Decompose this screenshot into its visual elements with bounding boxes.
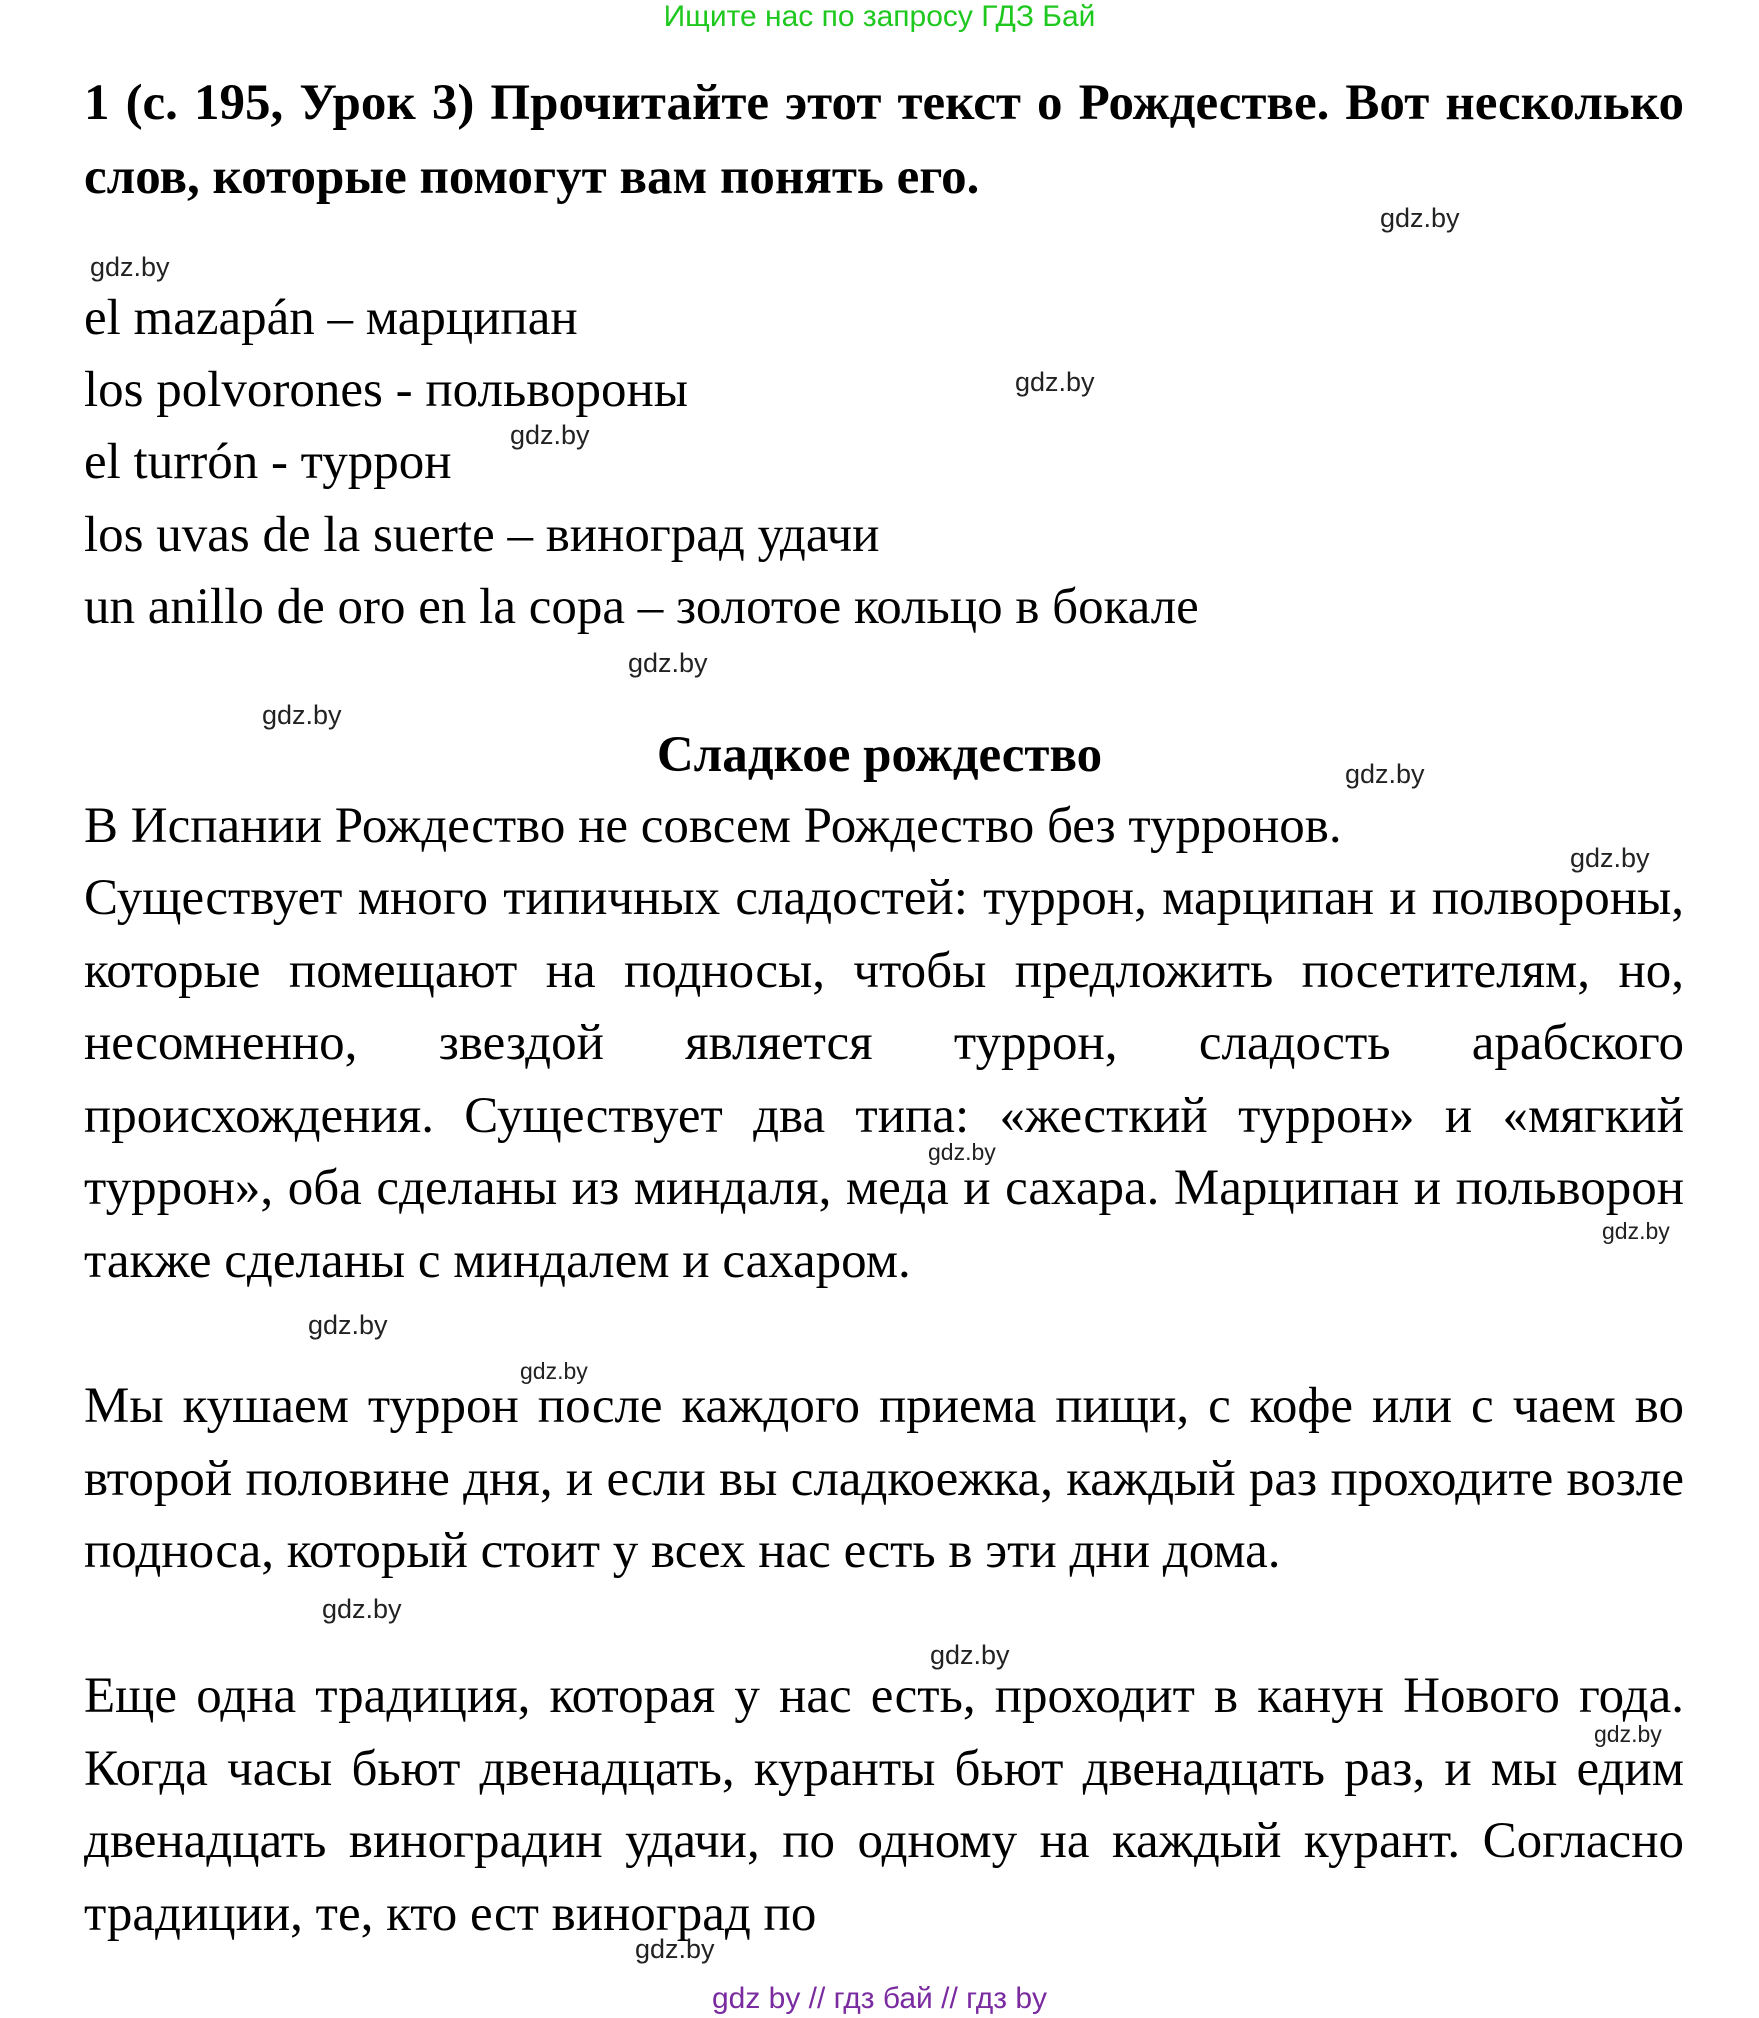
vocab-item: un anillo de oro en la copa – золотое кольцо в бокале — [84, 579, 1199, 635]
watermark: gdz.by — [90, 252, 170, 282]
watermark: gdz.by — [308, 1310, 388, 1340]
watermark: gdz.by — [628, 648, 708, 678]
vocab-item: los uvas de la suerte – виноград удачи — [84, 507, 880, 563]
text-title: Сладкое рождество — [656, 727, 1103, 783]
watermark: gdz.by — [322, 1594, 402, 1624]
watermark: gdz.by — [1345, 759, 1425, 789]
paragraph: Существует много типичных сладостей: туррон, марципан и полвороны, которые помещают на подносы, чтобы предложить посетителям, но, несомненно, звездой является туррон, сладость арабского происхождения. Существует два типа: «жесткий туррон» и «мягкий туррон», оба сделаны из миндаля, меда и сахара. Марципан и польворон также сделаны с миндалем и сахаром. — [84, 870, 1684, 1289]
paragraph: В Испании Рождество не совсем Рождество без турронов. — [84, 798, 1342, 854]
paragraph: Еще одна традиция, которая у нас есть, проходит в канун Нового года. Когда часы бьют двенадцать, куранты бьют двенадцать раз, и мы едим двенадцать виноградин удачи, по одному на каждый курант. Согласно традиции, те, кто ест виноград по — [84, 1668, 1684, 1942]
watermark: gdz.by — [1015, 367, 1095, 397]
watermark: gdz.by — [1570, 843, 1650, 873]
watermark: gdz.by — [262, 700, 342, 730]
watermark: gdz.by — [928, 1139, 996, 1165]
watermark: gdz.by — [1380, 203, 1460, 233]
paragraph: Мы кушаем туррон после каждого приема пищи, с кофе или с чаем во второй половине дня, и если вы сладкоежка, каждый раз проходите возле подноса, который стоит у всех нас есть в эти дни дома. — [84, 1378, 1684, 1579]
vocab-item: el turrón - туррон — [84, 434, 452, 490]
exercise-heading: 1 (с. 195, Урок 3) Прочитайте этот текст о Рождестве. Вот несколько слов, которые помогут вам понять его. — [84, 75, 1684, 205]
watermark: gdz.by — [1602, 1218, 1670, 1244]
watermark: gdz.by — [510, 420, 590, 450]
watermark: gdz.by — [930, 1640, 1010, 1670]
watermark: gdz.by — [1594, 1721, 1662, 1747]
vocab-item: los polvorones - польвороны — [84, 362, 689, 418]
vocab-item: el mazapán – марципан — [84, 290, 578, 346]
watermark: gdz.by — [520, 1358, 588, 1384]
bottom-banner: gdz by // гдз бай // гдз by — [711, 1982, 1048, 2015]
top-banner: Ищите нас по запросу ГДЗ Бай — [663, 0, 1096, 33]
watermark: gdz.by — [635, 1934, 715, 1964]
